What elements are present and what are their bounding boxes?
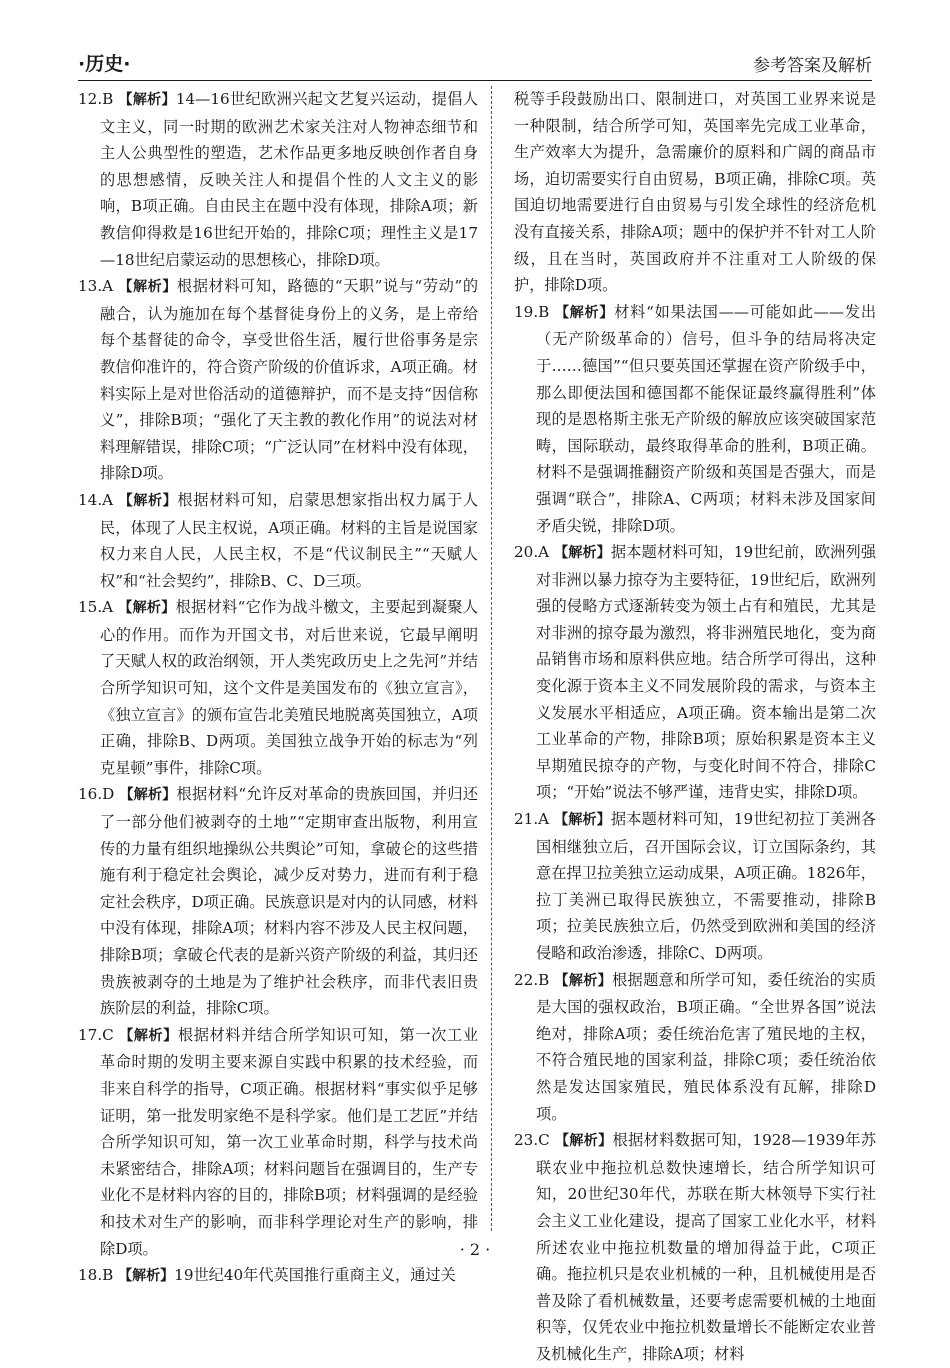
answer-item xyxy=(514,967,876,1128)
analysis-tag: 【解析】 xyxy=(118,492,178,509)
answer-item xyxy=(78,594,478,781)
answer-item xyxy=(78,1022,478,1262)
page-number: · 2 · xyxy=(459,1240,491,1259)
answer-number: 19.B xyxy=(514,302,550,321)
answer-text: 税等手段鼓励出口、限制进口，对英国工业界来说是一种限制，结合所学可知，英国率先完成工业革命，生产效率大为提升，急需廉价的原料和广阔的商品市场，迫切需要实行自由贸易，B项正确，排除C项。英国迫切地需要进行自由贸易与引发全球性的经济危机没有直接关系，排除A项；题中的保护并不针对工人阶级，且在当时，英国政府并不注重对工人阶级的保护，排除D项。 xyxy=(514,90,876,295)
answer-item xyxy=(78,487,478,594)
answer-number: 12.B xyxy=(78,90,114,108)
answer-text: 根据题意和所学可知，委任统治的实质是大国的强权政治，B项正确。“全世界各国”说法绝对，排除A项；委任统治危害了殖民地的主权，不符合殖民地的国家利益，排除C项；委任统治依然是发达国家殖民，殖民体系没有瓦解，排除D项。 xyxy=(536,970,877,1123)
answer-text: 根据材料“它作为战斗檄文，主要起到凝聚人心的作用。而作为开国文书，对后世来说，它最早阐明了天赋人权的政治纲领，开人类宪政历史上之先河”并结合所学知识可知，这个文件是美国发布的《独立宣言》，《独立宣言》的颁布宣告北美殖民地脱离英国独立，A项正确，排除B、D两项。美国独立战争开始的标志为“列克星顿”事件，排除C项。 xyxy=(100,598,479,777)
answer-text: 根据材料并结合所学知识可知，第一次工业革命时期的发明主要来源自实践中积累的技术经验，而非来自科学的指导，C项正确。根据材料“事实似乎足够证明，第一批发明家绝不是科学家。他们是工艺匠”并结合所学知识可知，第一次工业革命时期，科学与技术尚未紧密结合，排除A项；材料问题旨在强调目的，生产专业化不是材料内容的目的，排除B项；材料强调的是经验和技术对生产的影响，而非科学理论对生产的影响，排除D项。 xyxy=(100,1025,479,1258)
analysis-tag: 【解析】 xyxy=(119,787,177,804)
analysis-tag: 【解析】 xyxy=(554,304,615,321)
answer-number: 20.A xyxy=(514,543,550,562)
answer-number: 23.C xyxy=(514,1131,550,1150)
subject-label: ·历史· xyxy=(78,53,131,75)
left-column xyxy=(78,86,479,1285)
analysis-tag: 【解析】 xyxy=(118,92,176,108)
answer-item xyxy=(78,781,478,1021)
answer-text: 根据材料可知，路德的“天职”说与“劳动”的融合，认为施加在每个基督徒身份上的义务，是上帝给每个基督徒的命令，享受世俗生活，履行世俗事务是宗教信仰准许的，符合资产阶级的价值诉求，A项正确。材料实际上是对世俗活动的道德辩护，而不是支持“因信称义”，排除B项；“强化了天主教的教化作用”的说法对材料理解错误，排除C项；“广泛认同”在材料中没有体现，排除D项。 xyxy=(100,277,479,483)
answer-text: 14—16世纪欧洲兴起文艺复兴运动，提倡人文主义，同一时期的欧洲艺术家关注对人物神态细节和主人公典型性的塑造，艺术作品更多地反映创作者自身的思想感情，反映关注人和提倡个性的人文主义的影响，B项正确。自由民主在题中没有体现，排除A项；新教信仰得救是16世纪开始的，排除C项；理性主义是17—18世纪启蒙运动的思想核心，排除D项。 xyxy=(100,90,479,269)
analysis-tag: 【解析】 xyxy=(554,1133,613,1150)
answer-number: 16.D xyxy=(78,785,115,804)
answer-text: 根据材料可知，启蒙思想家指出权力属于人民，体现了人民主权说，A项正确。材料的主旨是说国家权力来自人民，人民主权，不是“代议制民主”“天赋人权”和“社会契约”，排除B、C、D三项。 xyxy=(100,490,479,590)
page-header xyxy=(78,50,872,81)
answer-text: 据本题材料可知，19世纪初拉丁美洲各国相继独立后，召开国际会议，订立国际条约，其意在捍卫拉美独立运动成果，A项正确。1826年，拉丁美洲已取得民族独立，不需要推动，排除B项；拉美民族独立后，仍然受到欧洲和美国的经济侵略和政治渗透，排除C、D两项。 xyxy=(536,810,877,962)
answer-item xyxy=(514,539,876,806)
analysis-tag: 【解析】 xyxy=(119,1027,178,1044)
answer-text: 材料“如果法国——可能如此——发出（无产阶级革命的）信号，但斗争的结局将决定于……德国”“但只要英国还掌握在资产阶级手中，那么即便法国和德国都不能保证最终赢得胜利”体现的是恩格斯主张无产阶级的解放应该突破国家范畴，国际联动，最终取得革命的胜利，B项正确。材料不是强调推翻资产阶级和英国是否强大，而是强调“联合”，排除A、C两项；材料未涉及国家间矛盾尖锐，排除D项。 xyxy=(536,302,877,535)
analysis-tag: 【解析】 xyxy=(554,812,611,829)
answer-number: 21.A xyxy=(514,810,550,829)
answer-number: 22.B xyxy=(514,970,550,989)
answer-item xyxy=(514,299,876,539)
header-title: 参考答案及解析 xyxy=(753,56,872,76)
answer-continuation xyxy=(514,86,876,299)
analysis-tag: 【解析】 xyxy=(118,600,176,617)
answer-item xyxy=(78,1262,478,1290)
analysis-tag: 【解析】 xyxy=(554,545,611,562)
answer-item xyxy=(514,806,876,967)
answer-number: 17.C xyxy=(78,1025,114,1044)
answer-number: 18.B xyxy=(78,1266,114,1285)
answer-text: 根据材料数据可知，1928—1939年苏联农业中拖拉机总数快速增长，结合所学知识可知，20世纪30年代，苏联在斯大林领导下实行社会主义工业化建设，提高了国家工业化水平，材料所述农业中拖拉机数量的增加得益于此，C项正确。拖拉机只是农业机械的一种，且机械使用是否普及除了看机械数量，还要考虑需要机械的土地面积等，仅凭农业中拖拉机数量增长不能断定农业普及机械化生产，排除A项；材料 xyxy=(536,1131,877,1363)
analysis-tag: 【解析】 xyxy=(118,1268,175,1285)
answer-text: 据本题材料可知，19世纪前，欧洲列强对非洲以暴力掠夺为主要特征，19世纪后，欧洲列强的侵略方式逐渐转变为领土占有和殖民，尤其是对非洲的掠夺最为激烈，将非洲殖民地化，变为商品销售市场和原料供应地。结合所学可得出，这种变化源于资本主义不同发展阶段的需求，与资本主义发展水平相适应，A项正确。资本输出是第二次工业革命的产物，排除B项；原始积累是资本主义早期殖民掠夺的产物，与变化时间不符合，排除C项；“开始”说法不够严谨，违背史实，排除D项。 xyxy=(536,543,877,802)
right-column xyxy=(514,86,877,1363)
answer-text: 根据材料“允许反对革命的贵族回国，并归还了一部分他们被剥夺的土地”“定期审查出版物，利用宣传的力量有组织地操纵公共舆论”可知，拿破仑的这些措施有利于稳定社会舆论，减少反对势力，进而有利于稳定社会秩序，D项正确。民族意识是对内的认同感，材料中没有体现，排除A项；材料内容不涉及人民主权问题，排除B项；拿破仑代表的是新兴资产阶级的利益，其归还贵族被剥夺的土地是为了维护社会秩序，而非代表旧贵族阶层的利益，排除C项。 xyxy=(100,785,479,1018)
answer-item xyxy=(78,86,478,273)
analysis-tag: 【解析】 xyxy=(554,972,612,989)
answer-number: 14.A xyxy=(78,490,114,509)
column-divider xyxy=(491,86,492,1231)
answer-text: 19世纪40年代英国推行重商主义，通过关 xyxy=(174,1266,456,1285)
answer-number: 13.A xyxy=(78,277,114,296)
answer-item xyxy=(78,273,478,487)
answer-number: 15.A xyxy=(78,598,114,617)
analysis-tag: 【解析】 xyxy=(118,279,177,296)
